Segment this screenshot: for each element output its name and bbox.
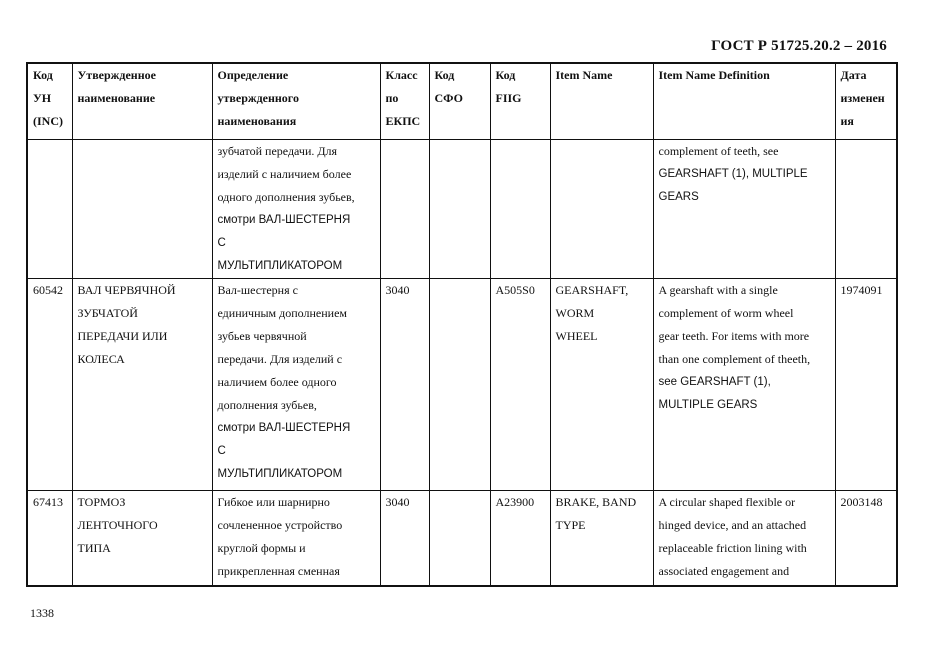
cell-sfo-code bbox=[429, 490, 490, 586]
header-ekps-class bbox=[380, 63, 429, 139]
cell-text-line: A505S0 bbox=[495, 282, 535, 297]
document-standard-number: ГОСТ Р 51725.20.2 – 2016 bbox=[711, 38, 887, 54]
cell-change-date bbox=[835, 278, 897, 490]
header-approved-name bbox=[72, 63, 212, 139]
cell-text-line: зубчатой передачи. Для bbox=[217, 143, 338, 158]
table-row bbox=[27, 278, 897, 490]
cell-text-line: Дата bbox=[840, 68, 867, 82]
cell-name-definition bbox=[212, 139, 380, 278]
cell-text-line: зубьев червячной bbox=[217, 328, 307, 343]
cell-text-line: 2003148 bbox=[840, 494, 883, 509]
cell-text-line: (INC) bbox=[33, 114, 63, 128]
cell-text-line: see GEARSHAFT (1), bbox=[658, 375, 771, 388]
cell-text-line: смотри ВАЛ-ШЕСТЕРНЯ bbox=[217, 213, 351, 226]
cell-approved-name bbox=[72, 278, 212, 490]
cell-text-line: С bbox=[217, 444, 226, 457]
cell-text-line: смотри ВАЛ-ШЕСТЕРНЯ bbox=[217, 421, 351, 434]
header-fiig-code bbox=[490, 63, 550, 139]
cell-text-line: МУЛЬТИПЛИКАТОРОМ bbox=[217, 467, 343, 480]
cell-text-line: наименование bbox=[77, 91, 156, 105]
cell-text-line: передачи. Для изделий с bbox=[217, 351, 343, 366]
cell-text-line: A gearshaft with a single bbox=[658, 282, 778, 297]
cell-text-line: Вал-шестерня с bbox=[217, 282, 298, 297]
cell-text-line: Утвержденное bbox=[77, 68, 156, 82]
table-row bbox=[27, 139, 897, 278]
cell-text-line: TYPE bbox=[555, 517, 586, 532]
cell-text-line: ЛЕНТОЧНОГО bbox=[77, 517, 158, 532]
cell-item-name-definition bbox=[653, 490, 835, 586]
header-name-definition bbox=[212, 63, 380, 139]
cell-text-line: ТОРМОЗ bbox=[77, 494, 126, 509]
cell-text-line: WORM bbox=[555, 305, 595, 320]
cell-text-line: 60542 bbox=[33, 282, 63, 297]
table-row bbox=[27, 490, 897, 586]
cell-text-line: replaceable friction lining with bbox=[658, 540, 807, 555]
cell-item-name bbox=[550, 278, 653, 490]
cell-text-line: A23900 bbox=[495, 494, 535, 509]
cell-text-line: дополнения зубьев, bbox=[217, 397, 317, 412]
cell-ekps-class bbox=[380, 278, 429, 490]
cell-item-name bbox=[550, 490, 653, 586]
cell-fiig-code bbox=[490, 139, 550, 278]
cell-text-line: круглой формы и bbox=[217, 540, 306, 555]
cell-text-line: GEARS bbox=[658, 190, 699, 203]
cell-text-line: 3040 bbox=[385, 282, 410, 297]
cell-item-name bbox=[550, 139, 653, 278]
cell-approved-name bbox=[72, 139, 212, 278]
cell-name-definition bbox=[212, 490, 380, 586]
cell-text-line: BRAKE, BAND bbox=[555, 494, 637, 509]
cell-text-line: hinged device, and an attached bbox=[658, 517, 807, 532]
cell-item-name-definition bbox=[653, 139, 835, 278]
cell-text-line: СФО bbox=[434, 91, 463, 105]
cell-approved-name bbox=[72, 490, 212, 586]
cell-sfo-code bbox=[429, 278, 490, 490]
cell-text-line: единичным дополнением bbox=[217, 305, 348, 320]
table-header-row bbox=[27, 63, 897, 139]
cell-fiig-code bbox=[490, 490, 550, 586]
cell-item-name-definition bbox=[653, 278, 835, 490]
cell-text-line: по bbox=[385, 91, 399, 105]
cell-text-line: A circular shaped flexible or bbox=[658, 494, 796, 509]
cell-text-line: наличием более одного bbox=[217, 374, 337, 389]
cell-text-line: Item Name Definition bbox=[658, 68, 770, 82]
cell-text-line: одного дополнения зубьев, bbox=[217, 189, 355, 204]
cell-text-line: GEARSHAFT (1), MULTIPLE bbox=[658, 167, 808, 180]
header-sfo-code bbox=[429, 63, 490, 139]
cell-text-line: GEARSHAFT, bbox=[555, 282, 629, 297]
cell-text-line: КОЛЕСА bbox=[77, 351, 125, 366]
cell-text-line: наименования bbox=[217, 114, 297, 128]
cell-text-line: изделий с наличием более bbox=[217, 166, 352, 181]
cell-text-line: изменен bbox=[840, 91, 885, 105]
cell-change-date bbox=[835, 490, 897, 586]
cell-text-line: ПЕРЕДАЧИ ИЛИ bbox=[77, 328, 168, 343]
cell-name-definition bbox=[212, 278, 380, 490]
cell-text-line: ЗУБЧАТОЙ bbox=[77, 305, 138, 320]
cell-text-line: than one complement of theeth, bbox=[658, 351, 811, 366]
cell-sfo-code bbox=[429, 139, 490, 278]
cell-text-line: прикрепленная сменная bbox=[217, 563, 340, 578]
cell-text-line: ия bbox=[840, 114, 854, 128]
cell-text-line: complement of teeth, see bbox=[658, 143, 779, 158]
page-number: 1338 bbox=[30, 606, 54, 620]
cell-text-line: associated engagement and bbox=[658, 563, 790, 578]
cell-text-line: Код bbox=[434, 68, 455, 82]
cell-change-date bbox=[835, 139, 897, 278]
cell-text-line: ВАЛ ЧЕРВЯЧНОЙ bbox=[77, 282, 176, 297]
cell-text-line: Гибкое или шарнирно bbox=[217, 494, 330, 509]
cell-inc bbox=[27, 278, 72, 490]
cell-text-line: сочлененное устройство bbox=[217, 517, 343, 532]
cell-text-line: ТИПА bbox=[77, 540, 111, 555]
cell-text-line: Код bbox=[495, 68, 516, 82]
cell-inc bbox=[27, 490, 72, 586]
catalog-table bbox=[26, 62, 898, 587]
cell-ekps-class bbox=[380, 139, 429, 278]
cell-text-line: MULTIPLE GEARS bbox=[658, 398, 758, 411]
cell-text-line: Код bbox=[33, 68, 53, 82]
cell-text-line: 67413 bbox=[33, 494, 63, 509]
header-item-name-definition bbox=[653, 63, 835, 139]
cell-text-line: FIIG bbox=[495, 91, 522, 105]
cell-text-line: WHEEL bbox=[555, 328, 598, 343]
cell-inc bbox=[27, 139, 72, 278]
cell-text-line: ЕКПС bbox=[385, 114, 421, 128]
cell-fiig-code bbox=[490, 278, 550, 490]
cell-text-line: complement of worm wheel bbox=[658, 305, 794, 320]
cell-text-line: МУЛЬТИПЛИКАТОРОМ bbox=[217, 259, 343, 272]
cell-text-line: Item Name bbox=[555, 68, 613, 82]
cell-text-line: gear teeth. For items with more bbox=[658, 328, 810, 343]
cell-text-line: Определение bbox=[217, 68, 289, 82]
cell-text-line: УН bbox=[33, 91, 52, 105]
cell-ekps-class bbox=[380, 490, 429, 586]
header-inc bbox=[27, 63, 72, 139]
cell-text-line: 3040 bbox=[385, 494, 410, 509]
cell-text-line: С bbox=[217, 236, 226, 249]
cell-text-line: 1974091 bbox=[840, 282, 883, 297]
cell-text-line: Класс bbox=[385, 68, 418, 82]
cell-text-line: утвержденного bbox=[217, 91, 299, 105]
header-change-date bbox=[835, 63, 897, 139]
header-item-name bbox=[550, 63, 653, 139]
